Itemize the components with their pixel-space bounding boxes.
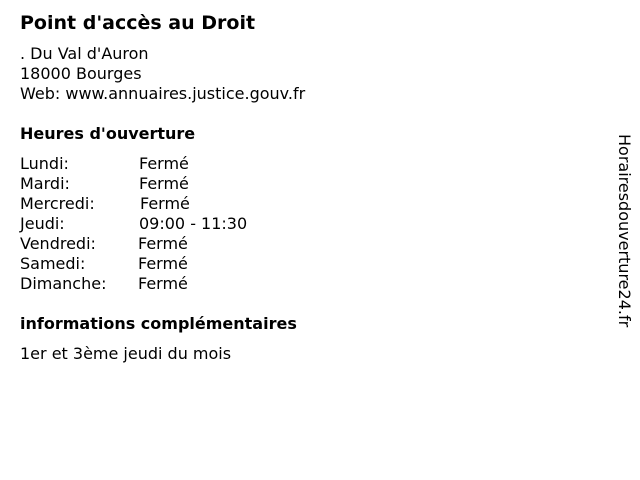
hours-row-saturday — [20, 254, 320, 274]
day-label: Lundi: — [20, 154, 69, 173]
day-label: Jeudi: — [20, 214, 65, 233]
page-title: Point d'accès au Droit — [20, 12, 256, 34]
day-hours: Fermé — [139, 174, 189, 193]
day-hours: Fermé — [138, 274, 188, 293]
day-hours: Fermé — [138, 234, 188, 253]
hours-row-monday — [20, 154, 320, 174]
hours-row-thursday — [20, 214, 320, 234]
hours-row-tuesday — [20, 174, 320, 194]
day-hours: 09:00 - 11:30 — [139, 214, 248, 233]
address-city: 18000 Bourges — [20, 64, 142, 83]
address-block — [20, 44, 305, 104]
hours-row-friday — [20, 234, 320, 254]
hours-row-sunday — [20, 274, 320, 294]
site-watermark: Horairesdouverture24.fr — [615, 134, 634, 328]
watermark-container — [614, 134, 634, 346]
day-label: Samedi: — [20, 254, 86, 273]
day-label: Dimanche: — [20, 274, 107, 293]
day-hours: Fermé — [140, 194, 190, 213]
hours-heading: Heures d'ouverture — [20, 124, 196, 143]
day-hours: Fermé — [138, 254, 188, 273]
address-street: . Du Val d'Auron — [20, 44, 149, 63]
day-label: Mardi: — [20, 174, 70, 193]
day-label: Mercredi: — [20, 194, 95, 213]
day-hours: Fermé — [139, 154, 189, 173]
address-web: Web: www.annuaires.justice.gouv.fr — [20, 84, 306, 103]
info-text: 1er et 3ème jeudi du mois — [20, 344, 232, 363]
info-heading: informations complémentaires — [20, 314, 297, 333]
opening-hours-list — [20, 154, 320, 294]
day-label: Vendredi: — [20, 234, 96, 253]
hours-row-wednesday — [20, 194, 320, 214]
